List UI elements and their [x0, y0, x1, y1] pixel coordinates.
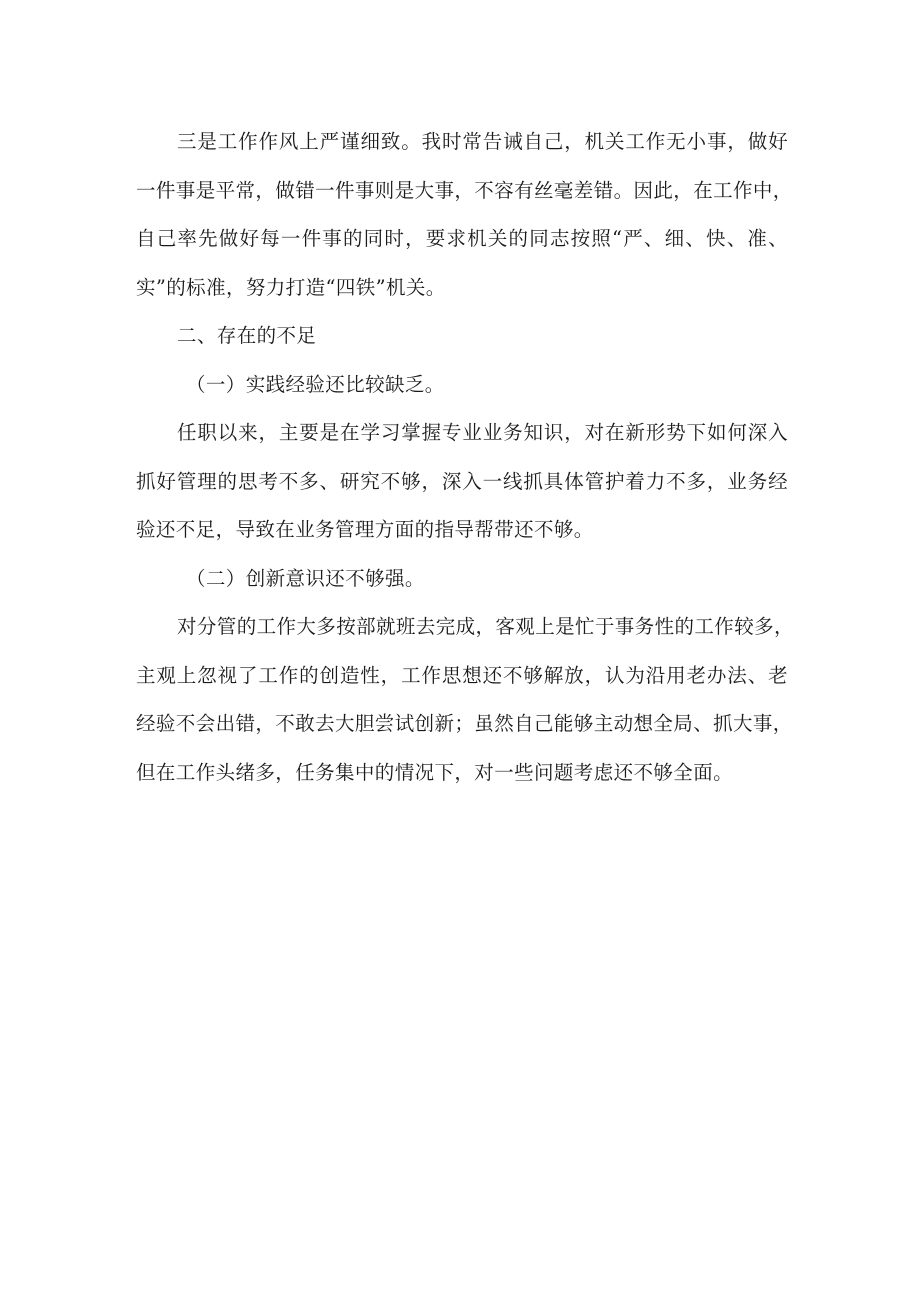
paragraph-experience	[136, 409, 788, 555]
section-heading-shortcomings: 二、存在的不足	[177, 324, 317, 347]
paragraph-line: 经验不会出错，不敢去大胆尝试创新；虽然自己能够主动想全局、抓大事，	[136, 712, 793, 735]
paragraph-line: 任职以来，主要是在学习掌握专业业务知识，对在新形势下如何深入	[177, 421, 788, 444]
paragraph-line: 一件事是平常，做错一件事则是大事，不容有丝毫差错。因此，在工作中，	[136, 178, 793, 202]
paragraph-line: 对分管的工作大多按部就班去完成，客观上是忙于事务性的工作较多，	[177, 615, 794, 638]
paragraph-line: 但在工作头绪多，任务集中的情况下，对一些问题考虑还不够全面。	[136, 760, 734, 784]
paragraph-line: 主观上忽视了工作的创造性，工作思想还不够解放，认为沿用老办法、老	[136, 663, 788, 687]
paragraph-line: 实”的标准，努力打造“四铁”机关。	[136, 275, 446, 299]
paragraph-line: 自己率先做好每一件事的同时，要求机关的同志按照“严、细、快、准、	[136, 227, 788, 250]
document-body	[136, 118, 794, 797]
paragraph-line: 三是工作作风上严谨细致。我时常告诫自己，机关工作无小事，做好	[177, 130, 788, 153]
paragraph-innovation	[136, 603, 794, 797]
subheading-experience: （一）实践经验还比较缺乏。	[186, 372, 445, 396]
paragraph-work-style	[136, 118, 793, 312]
subheading-innovation: （二）创新意识还不够强。	[186, 566, 425, 590]
paragraph-line: 抓好管理的思考不多、研究不够，深入一线抓具体管护着力不多，业务经	[136, 469, 788, 493]
paragraph-line: 验还不足，导致在业务管理方面的指导帮带还不够。	[136, 518, 594, 541]
